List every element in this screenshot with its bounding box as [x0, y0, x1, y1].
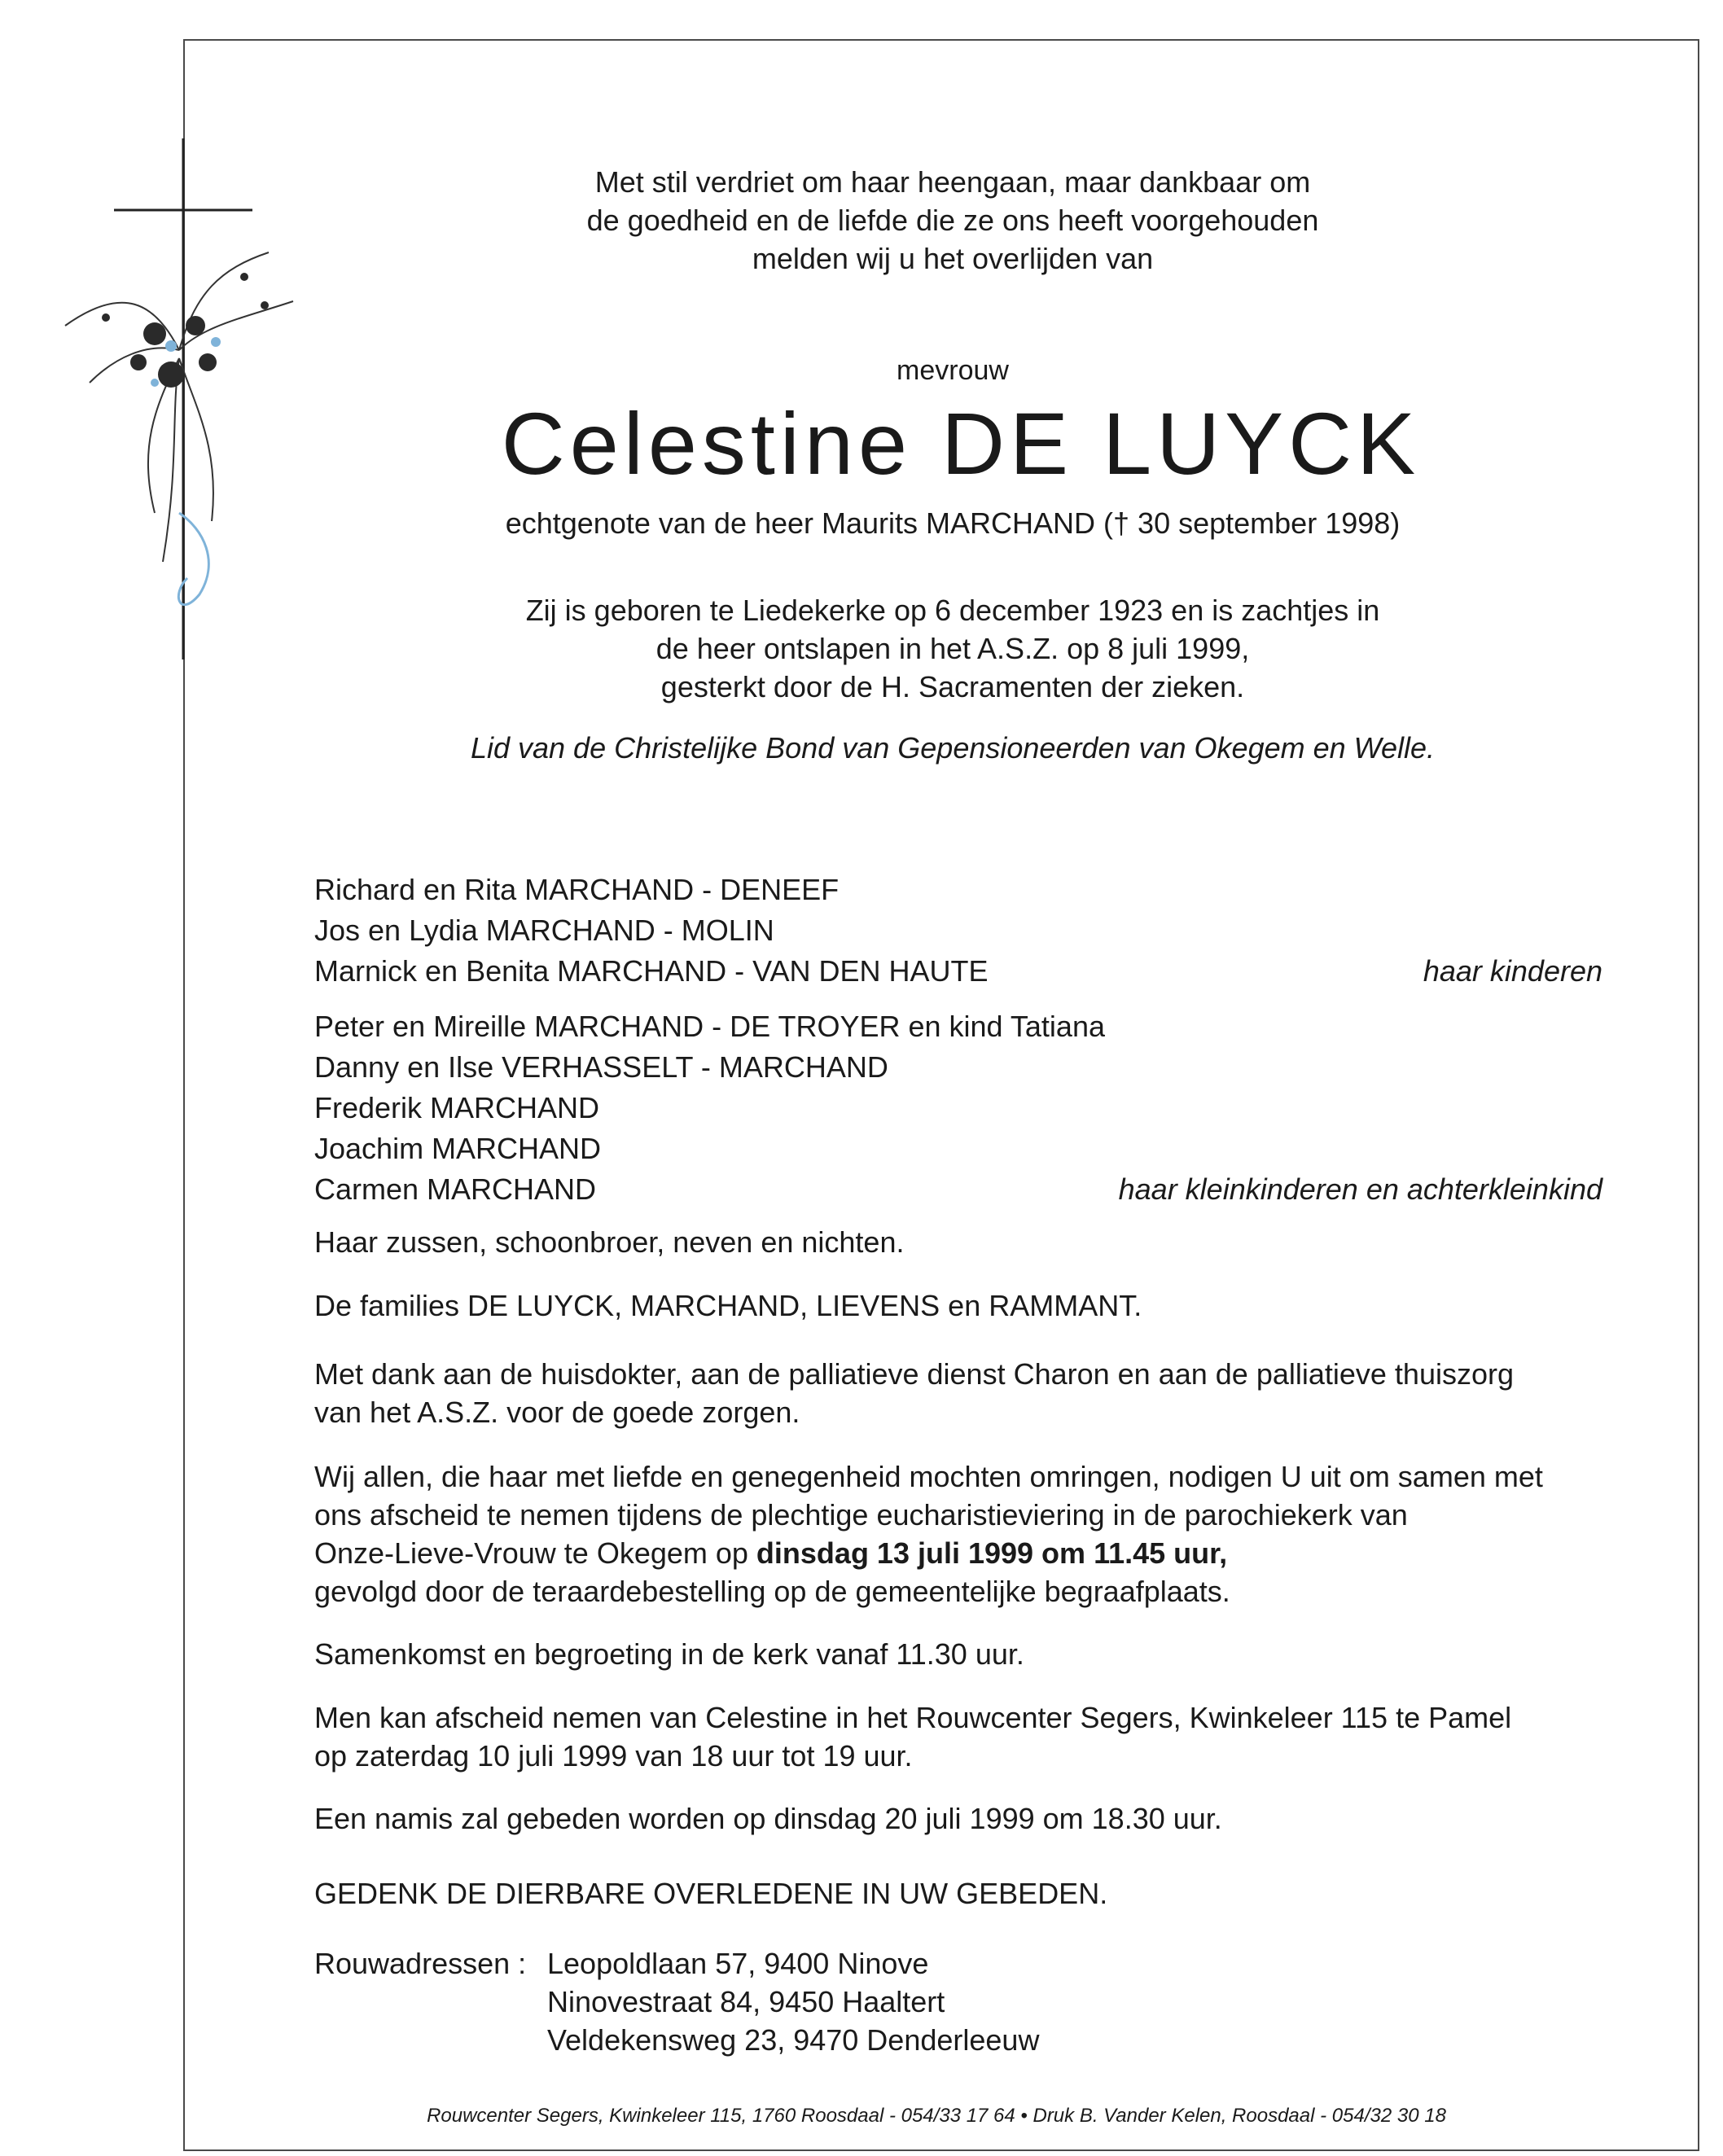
- spouse-line: echtgenote van de heer Maurits MARCHAND († 30 september 1998): [505, 506, 1401, 540]
- list-item: Richard en Rita MARCHAND - DENEEF: [314, 873, 840, 906]
- invitation-datetime: dinsdag 13 juli 1999 om 11.45 uur,: [756, 1536, 1228, 1570]
- children-relation: haar kinderen: [1423, 954, 1602, 988]
- birth-line-1: Zij is geboren te Liedekerke op 6 december 1923 en is zachtjes in: [525, 594, 1380, 627]
- invitation-line-1: Wij allen, die haar met liefde en genegenheid mochten omringen, nodigen U uit om samen met: [314, 1460, 1543, 1493]
- intro-line-1: Met stil verdriet om haar heengaan, maar dankbaar om: [594, 165, 1311, 199]
- deceased-title: mevrouw: [897, 355, 1009, 386]
- list-item: Joachim MARCHAND: [314, 1132, 602, 1165]
- birth-text: [342, 591, 1563, 706]
- farewell-line-2: op zaterdag 10 juli 1999 van 18 uur tot 19 uur.: [314, 1739, 913, 1773]
- farewell-text: [314, 1698, 1633, 1775]
- invitation-text: [314, 1457, 1633, 1610]
- intro-line-2: de goedheid en de liefde die ze ons heeft voorgehouden: [586, 204, 1319, 237]
- birth-line-3: gesterkt door de H. Sacramenten der zieken.: [660, 670, 1245, 703]
- address-text: Leopoldlaan 57, 9400 Ninove: [547, 1947, 929, 1980]
- list-item: Peter en Mireille MARCHAND - DE TROYER en kind Tatiana: [314, 1010, 1105, 1043]
- list-item: Frederik MARCHAND: [314, 1091, 600, 1124]
- invitation-line-4: gevolgd door de teraardebestelling op de gemeentelijke begraafplaats.: [314, 1575, 1230, 1608]
- remember-line: GEDENK DE DIERBARE OVERLEDENE IN UW GEBEDEN.: [314, 1877, 1108, 1910]
- families-line: De families DE LUYCK, MARCHAND, LIEVENS en RAMMANT.: [314, 1289, 1142, 1322]
- birth-line-2: de heer ontslapen in het A.S.Z. op 8 juli 1999,: [655, 632, 1250, 665]
- sisters-line: Haar zussen, schoonbroer, neven en nichten.: [314, 1225, 905, 1259]
- child-name: Marnick en Benita MARCHAND - VAN DEN HAUTE: [314, 954, 989, 988]
- grandchild-name: Carmen MARCHAND: [314, 1172, 597, 1206]
- thanks-line-2: van het A.S.Z. voor de goede zorgen.: [314, 1396, 800, 1429]
- membership-line: Lid van de Christelijke Bond van Gepensioneerden van Okegem en Welle.: [470, 731, 1436, 765]
- deceased-name: Celestine DE LUYCK: [501, 394, 1421, 493]
- list-item: [314, 1169, 1617, 1210]
- invitation-line-2: ons afscheid te nemen tijdens de plechtige eucharistieviering in de parochiekerk van: [314, 1498, 1408, 1532]
- intro-text: [423, 163, 1482, 278]
- thanks-line-1: Met dank aan de huisdokter, aan de palliatieve dienst Charon en aan de palliatieve thuiszorg: [314, 1357, 1514, 1391]
- grandchildren-relation: haar kleinkinderen en achterkleinkind: [1118, 1172, 1602, 1206]
- thanks-text: [314, 1355, 1633, 1431]
- intro-line-3: melden wij u het overlijden van: [752, 242, 1154, 275]
- footer-credits: Rouwcenter Segers, Kwinkeleer 115, 1760 Roosdaal - 054/33 17 64 • Druk B. Vander Kelen, Roosdaal - 054/32 30 18: [427, 2105, 1446, 2127]
- addresses: [314, 1944, 1039, 2059]
- gathering-line: Samenkomst en begroeting in de kerk vanaf 11.30 uur.: [314, 1637, 1024, 1671]
- invitation-place: Onze-Lieve-Vrouw te Okegem op: [314, 1536, 756, 1570]
- mass-line: Een namis zal gebeden worden op dinsdag 20 juli 1999 om 18.30 uur.: [314, 1802, 1222, 1835]
- address-line-3: Veldekensweg 23, 9470 Denderleeuw: [547, 2023, 1040, 2057]
- invitation-line-3: [314, 1534, 1633, 1572]
- address-line-2: Ninovestraat 84, 9450 Haaltert: [547, 1985, 945, 2018]
- addresses-label: Rouwadressen :: [314, 1947, 527, 1980]
- children-list: [314, 870, 1617, 992]
- address-line-1: [314, 1944, 1039, 1983]
- farewell-line-1: Men kan afscheid nemen van Celestine in het Rouwcenter Segers, Kwinkeleer 115 te Pamel: [314, 1701, 1512, 1734]
- list-item: [314, 951, 1617, 992]
- list-item: Jos en Lydia MARCHAND - MOLIN: [314, 914, 774, 947]
- grandchildren-list: [314, 1006, 1617, 1210]
- list-item: Danny en Ilse VERHASSELT - MARCHAND: [314, 1050, 888, 1084]
